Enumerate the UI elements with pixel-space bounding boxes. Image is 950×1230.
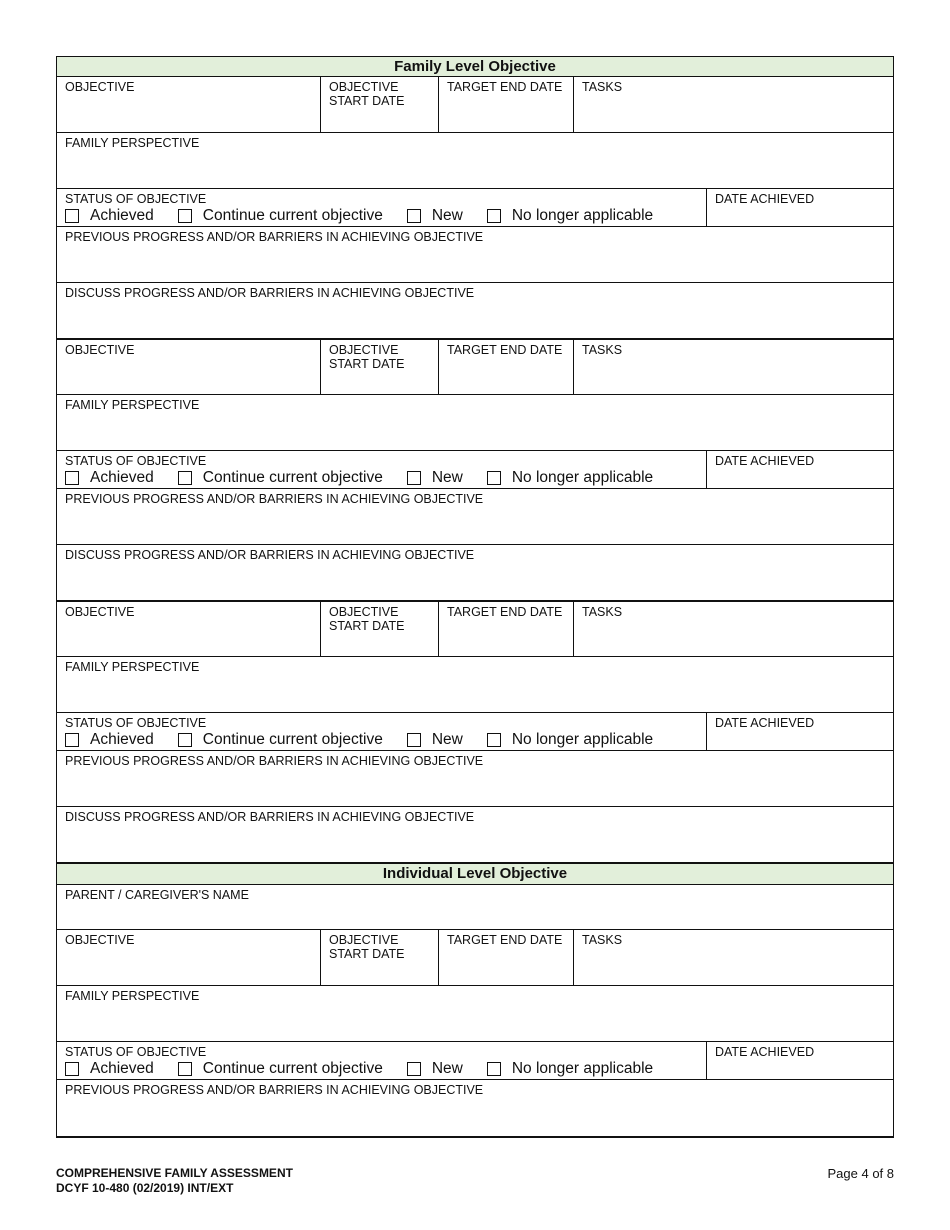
target-end-date-label: TARGET END DATE [447, 933, 563, 947]
date-achieved-field[interactable] [706, 1042, 893, 1079]
new-checkbox[interactable] [407, 1062, 421, 1076]
discuss-progress-label: DISCUSS PROGRESS AND/OR BARRIERS IN ACHIEVING OBJECTIVE [65, 810, 475, 824]
objective-label: OBJECTIVE [65, 933, 135, 947]
individual-level-objective-header: Individual Level Objective [56, 864, 894, 885]
target-end-date-field[interactable] [438, 77, 573, 132]
status-of-objective [57, 1042, 706, 1079]
date-achieved-label: DATE ACHIEVED [715, 454, 815, 468]
objective-start-date-field[interactable] [320, 340, 438, 394]
family-perspective-field[interactable] [57, 395, 893, 450]
objective-start-date-label: OBJECTIVE START DATE [329, 933, 405, 961]
objective-field[interactable] [57, 77, 320, 132]
objective-field[interactable] [57, 602, 320, 656]
status-label: STATUS OF OBJECTIVE [65, 1045, 207, 1059]
target-end-date-field[interactable] [438, 930, 573, 985]
previous-progress-label: PREVIOUS PROGRESS AND/OR BARRIERS IN ACHIEVING OBJECTIVE [65, 230, 484, 244]
discuss-progress-label: DISCUSS PROGRESS AND/OR BARRIERS IN ACHIEVING OBJECTIVE [65, 286, 475, 300]
target-end-date-label: TARGET END DATE [447, 605, 563, 619]
continue-checkbox[interactable] [178, 733, 192, 747]
family-perspective-label: FAMILY PERSPECTIVE [65, 660, 200, 674]
previous-progress-field[interactable] [57, 1080, 893, 1136]
tasks-field[interactable] [573, 77, 893, 132]
tasks-field[interactable] [573, 602, 893, 656]
tasks-label: TASKS [582, 343, 623, 357]
previous-progress-field[interactable] [57, 227, 893, 282]
achieved-label: Achieved [90, 1060, 154, 1077]
target-end-date-label: TARGET END DATE [447, 80, 563, 94]
tasks-label: TASKS [582, 80, 623, 94]
objective-field[interactable] [57, 930, 320, 985]
discuss-progress-field[interactable] [57, 545, 893, 600]
no-longer-applicable-checkbox[interactable] [487, 471, 501, 485]
form-title: COMPREHENSIVE FAMILY ASSESSMENT [56, 1166, 293, 1180]
family-perspective-field[interactable] [57, 657, 893, 712]
family-perspective-label: FAMILY PERSPECTIVE [65, 136, 200, 150]
family-perspective-label: FAMILY PERSPECTIVE [65, 989, 200, 1003]
no-longer-applicable-label: No longer applicable [511, 731, 654, 748]
achieved-checkbox[interactable] [65, 209, 79, 223]
new-label: New [431, 731, 463, 748]
objective-start-date-label: OBJECTIVE START DATE [329, 605, 405, 633]
previous-progress-label: PREVIOUS PROGRESS AND/OR BARRIERS IN ACHIEVING OBJECTIVE [65, 1083, 484, 1097]
page-footer [56, 1166, 894, 1196]
date-achieved-field[interactable] [706, 451, 893, 488]
objective-start-date-field[interactable] [320, 602, 438, 656]
tasks-field[interactable] [573, 340, 893, 394]
tasks-label: TASKS [582, 605, 623, 619]
discuss-progress-field[interactable] [57, 283, 893, 338]
new-label: New [431, 207, 463, 224]
family-perspective-label: FAMILY PERSPECTIVE [65, 398, 200, 412]
objective-label: OBJECTIVE [65, 605, 135, 619]
date-achieved-field[interactable] [706, 189, 893, 226]
achieved-label: Achieved [90, 469, 154, 486]
page-number: Page 4 of 8 [827, 1166, 894, 1181]
new-label: New [431, 469, 463, 486]
achieved-checkbox[interactable] [65, 733, 79, 747]
family-level-objective-header: Family Level Objective [56, 56, 894, 77]
family-perspective-field[interactable] [57, 133, 893, 188]
previous-progress-label: PREVIOUS PROGRESS AND/OR BARRIERS IN ACHIEVING OBJECTIVE [65, 754, 484, 768]
date-achieved-label: DATE ACHIEVED [715, 192, 815, 206]
no-longer-applicable-label: No longer applicable [511, 1060, 654, 1077]
new-checkbox[interactable] [407, 733, 421, 747]
discuss-progress-field[interactable] [57, 807, 893, 862]
caregiver-name-label: PARENT / CAREGIVER'S NAME [65, 888, 249, 902]
family-perspective-field[interactable] [57, 986, 893, 1041]
achieved-label: Achieved [90, 207, 154, 224]
objective-label: OBJECTIVE [65, 80, 135, 94]
objective-field[interactable] [57, 340, 320, 394]
previous-progress-field[interactable] [57, 751, 893, 806]
previous-progress-label: PREVIOUS PROGRESS AND/OR BARRIERS IN ACHIEVING OBJECTIVE [65, 492, 484, 506]
objective-start-date-label: OBJECTIVE START DATE [329, 343, 405, 371]
status-of-objective [57, 451, 706, 488]
no-longer-applicable-label: No longer applicable [511, 207, 654, 224]
caregiver-name-field[interactable] [57, 885, 893, 929]
continue-checkbox[interactable] [178, 1062, 192, 1076]
continue-label: Continue current objective [202, 207, 383, 224]
status-label: STATUS OF OBJECTIVE [65, 716, 207, 730]
family-objective-block-1 [56, 77, 894, 340]
tasks-label: TASKS [582, 933, 623, 947]
target-end-date-field[interactable] [438, 602, 573, 656]
new-checkbox[interactable] [407, 209, 421, 223]
no-longer-applicable-checkbox[interactable] [487, 209, 501, 223]
no-longer-applicable-checkbox[interactable] [487, 733, 501, 747]
continue-checkbox[interactable] [178, 209, 192, 223]
achieved-checkbox[interactable] [65, 471, 79, 485]
continue-label: Continue current objective [202, 731, 383, 748]
individual-objective-block [56, 885, 894, 1138]
new-checkbox[interactable] [407, 471, 421, 485]
new-label: New [431, 1060, 463, 1077]
continue-label: Continue current objective [202, 469, 383, 486]
form-number: DCYF 10-480 (02/2019) INT/EXT [56, 1181, 234, 1195]
no-longer-applicable-label: No longer applicable [511, 469, 654, 486]
tasks-field[interactable] [573, 930, 893, 985]
target-end-date-field[interactable] [438, 340, 573, 394]
family-objective-block-3 [56, 602, 894, 864]
date-achieved-field[interactable] [706, 713, 893, 750]
family-objective-block-2 [56, 340, 894, 602]
status-label: STATUS OF OBJECTIVE [65, 454, 207, 468]
status-label: STATUS OF OBJECTIVE [65, 192, 207, 206]
objective-start-date-field[interactable] [320, 930, 438, 985]
continue-label: Continue current objective [202, 1060, 383, 1077]
objective-start-date-field[interactable] [320, 77, 438, 132]
discuss-progress-label: DISCUSS PROGRESS AND/OR BARRIERS IN ACHIEVING OBJECTIVE [65, 548, 475, 562]
date-achieved-label: DATE ACHIEVED [715, 1045, 815, 1059]
objectives-form [56, 56, 894, 1138]
date-achieved-label: DATE ACHIEVED [715, 716, 815, 730]
achieved-label: Achieved [90, 731, 154, 748]
status-of-objective [57, 189, 706, 226]
objective-label: OBJECTIVE [65, 343, 135, 357]
continue-checkbox[interactable] [178, 471, 192, 485]
no-longer-applicable-checkbox[interactable] [487, 1062, 501, 1076]
status-of-objective [57, 713, 706, 750]
objective-start-date-label: OBJECTIVE START DATE [329, 80, 405, 108]
target-end-date-label: TARGET END DATE [447, 343, 563, 357]
previous-progress-field[interactable] [57, 489, 893, 544]
achieved-checkbox[interactable] [65, 1062, 79, 1076]
